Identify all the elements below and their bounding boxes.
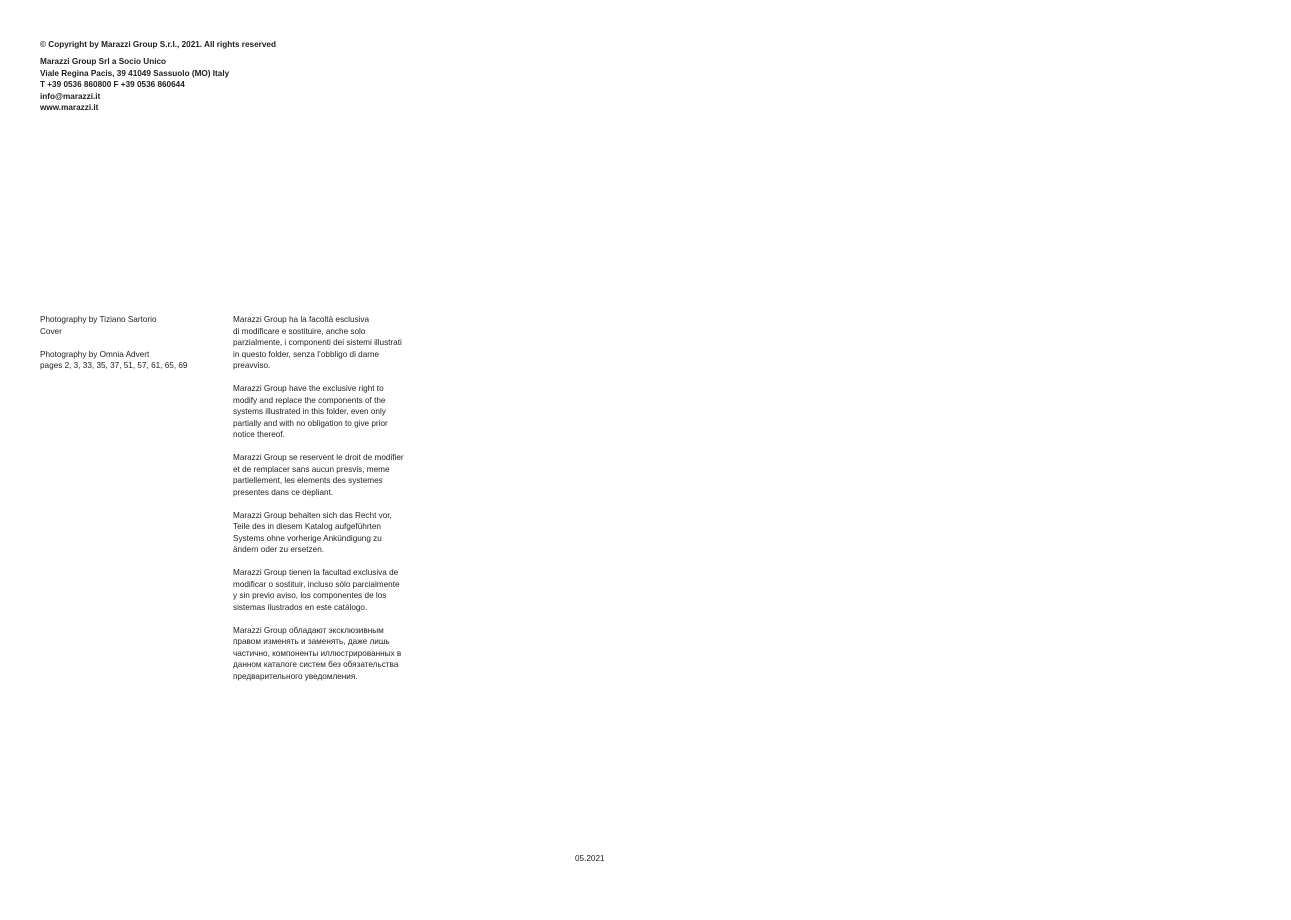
disclaimer-line: partiellement, les elements des systemes [233, 476, 383, 485]
disclaimer-line: modify and replace the components of the [233, 395, 386, 405]
disclaimer-line: Marazzi Group tienen la facultad exclusiva de [233, 568, 399, 577]
disclaimer-line: partially and with no obligation to give prior [233, 418, 388, 428]
credit-scope: Cover [40, 326, 62, 336]
disclaimer-line: частично, компоненты иллюстрированных в [233, 648, 402, 658]
company-name: Marazzi Group Srl a Socio Unico [40, 57, 167, 66]
disclaimer-line: Marazzi Group ha la facoltà esclusiva [233, 315, 370, 324]
disclaimer-line: modificar o sostituir, incluso sólo parcialmente [233, 579, 400, 589]
publication-date: 05.2021 [575, 854, 605, 863]
disclaimer-line: di modificare e sostituire, anche solo [233, 326, 366, 336]
disclaimer-line: systems illustrated in this folder, even only [233, 407, 386, 416]
disclaimer-line: Systems ohne vorherige Ankündigung zu [233, 533, 382, 543]
copyright-notice: © Copyright by Marazzi Group S.r.l., 2021. All rights reserved [40, 40, 276, 49]
disclaimer-line: presentes dans ce depliant. [233, 487, 334, 497]
disclaimer-line: Marazzi Group обладают эксклюзивным [233, 625, 384, 635]
disclaimer-line: parzialmente, i componenti dei sistemi illustrati [233, 338, 402, 347]
credit-photographer: Photography by Tiziano Sartorio [40, 315, 157, 324]
credit-cover [40, 314, 188, 337]
disclaimer-line: Marazzi Group behalten sich das Recht vor, [233, 510, 392, 520]
company-address: Viale Regina Pacis, 39 41049 Sassuolo (MO) Italy [40, 68, 230, 78]
disclaimer-line: in questo folder, senza l’obbligo di darne [233, 349, 380, 359]
disclaimer-line: Marazzi Group se reservent le droit de modifier [233, 453, 404, 462]
company-info [40, 56, 229, 114]
disclaimer-german [233, 510, 423, 556]
disclaimer-line: правом изменять и заменять, даже лишь [233, 637, 390, 646]
company-phone: T +39 0536 860800 F +39 0536 860644 [40, 80, 185, 89]
company-website: www.marazzi.it [40, 103, 99, 112]
disclaimer-line: Teile des in diesem Katalog aufgeführten [233, 522, 381, 531]
company-email: info@marazzi.it [40, 91, 101, 101]
photo-credits [40, 314, 188, 383]
credit-photographer: Photography by Omnia Advert [40, 349, 150, 359]
disclaimers [233, 314, 423, 694]
disclaimer-italian [233, 314, 423, 372]
disclaimer-line: notice thereof. [233, 430, 285, 439]
disclaimer-line: данном каталоге систем без обязательства [233, 660, 399, 669]
credit-pages [40, 349, 188, 372]
disclaimer-line: ändern oder zu ersetzen. [233, 545, 325, 554]
disclaimer-line: preavviso. [233, 361, 271, 370]
disclaimer-russian [233, 625, 423, 683]
credit-scope: pages 2, 3, 33, 35, 37, 51, 57, 61, 65, 69 [40, 361, 188, 370]
disclaimer-line: sistemas ilustrados en este catálogo. [233, 602, 368, 612]
disclaimer-french [233, 452, 423, 498]
disclaimer-english [233, 383, 423, 441]
disclaimer-line: et de remplacer sans aucun presvis, meme [233, 464, 390, 474]
disclaimer-line: Marazzi Group have the exclusive right to [233, 384, 384, 393]
disclaimer-line: предварительного уведомления. [233, 671, 358, 681]
disclaimer-spanish [233, 567, 423, 613]
disclaimer-line: y sin previo aviso, los componentes de los [233, 591, 387, 600]
